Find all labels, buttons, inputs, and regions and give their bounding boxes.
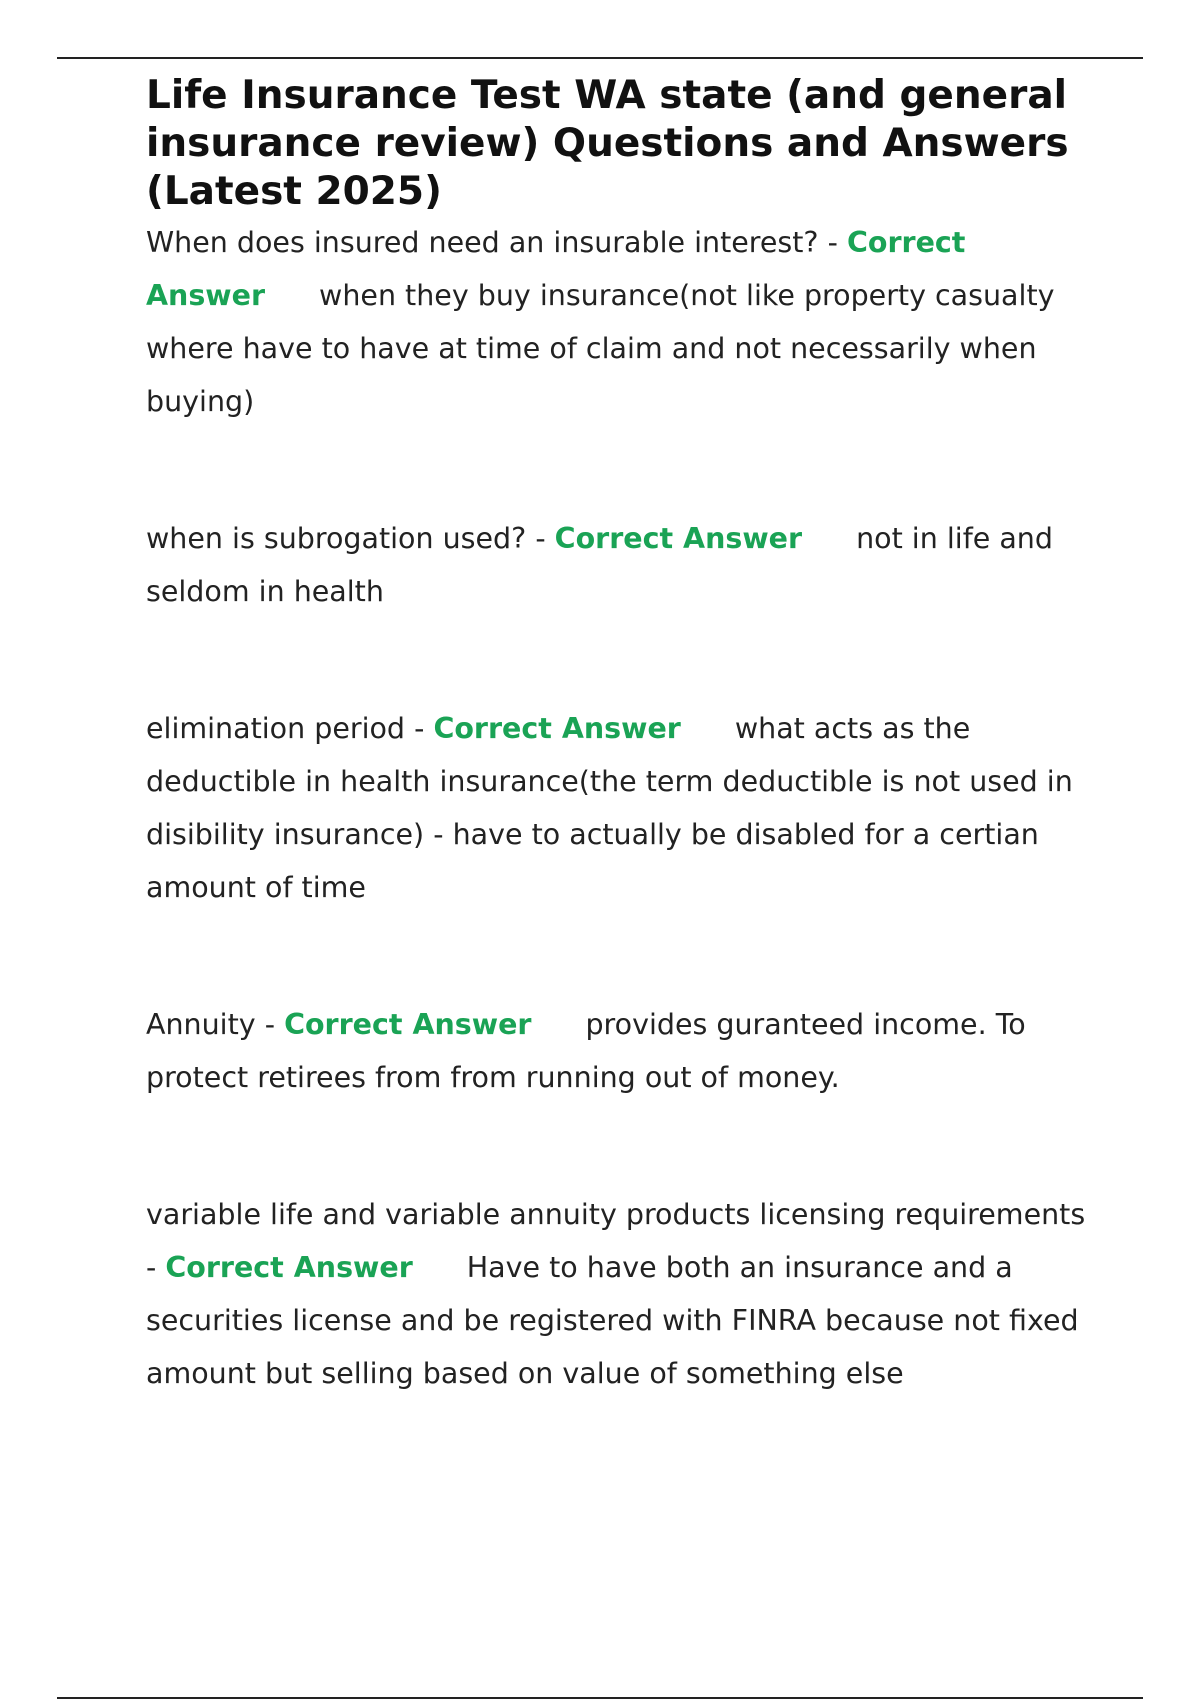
- top-rule: [57, 57, 1143, 59]
- correct-answer-label: Correct Answer: [433, 712, 681, 745]
- correct-answer-label: Correct Answer: [554, 522, 803, 555]
- qa-item: [146, 702, 1096, 914]
- separator: -: [526, 522, 555, 555]
- correct-answer-label: Correct Answer: [284, 1008, 532, 1041]
- separator: -: [405, 712, 434, 745]
- correct-answer-label: Correct Answer: [165, 1251, 413, 1284]
- question-text: variable life and variable annuity products licensing requirements: [146, 1198, 1086, 1231]
- answer-text: provides guranteed income. To protect retirees from from running out of money.: [146, 1008, 1026, 1094]
- qa-item: [146, 1188, 1096, 1400]
- separator: -: [255, 1008, 285, 1041]
- separator: -: [818, 226, 847, 259]
- document-title: Life Insurance Test WA state (and general insurance review) Questions and Answers (Latest 2025): [146, 73, 1069, 214]
- qa-item: [146, 216, 1096, 428]
- answer-text: when they buy insurance(not like property casualty where have to have at time of claim and not necessarily when buying): [146, 279, 1055, 418]
- correct-answer-label: Correct Answer: [146, 226, 966, 312]
- answer-text: what acts as the deductible in health insurance(the term deductible is not used in disibility insurance) - have to actually be disabled for a certian amount of time: [146, 712, 1073, 904]
- separator: -: [146, 1251, 166, 1284]
- question-text: When does insured need an insurable interest?: [146, 226, 819, 259]
- answer-text: not in life and seldom in health: [146, 522, 1053, 608]
- document-body: [146, 72, 1096, 1400]
- question-text: elimination period: [146, 712, 406, 745]
- qa-item: [146, 512, 1096, 618]
- bottom-rule: [57, 1697, 1143, 1699]
- question-text: Annuity: [146, 1008, 256, 1041]
- answer-text: Have to have both an insurance and a securities license and be registered with FINRA because not fixed amount but selling based on value of something else: [146, 1251, 1079, 1390]
- qa-item: [146, 998, 1096, 1104]
- question-text: when is subrogation used?: [146, 522, 527, 555]
